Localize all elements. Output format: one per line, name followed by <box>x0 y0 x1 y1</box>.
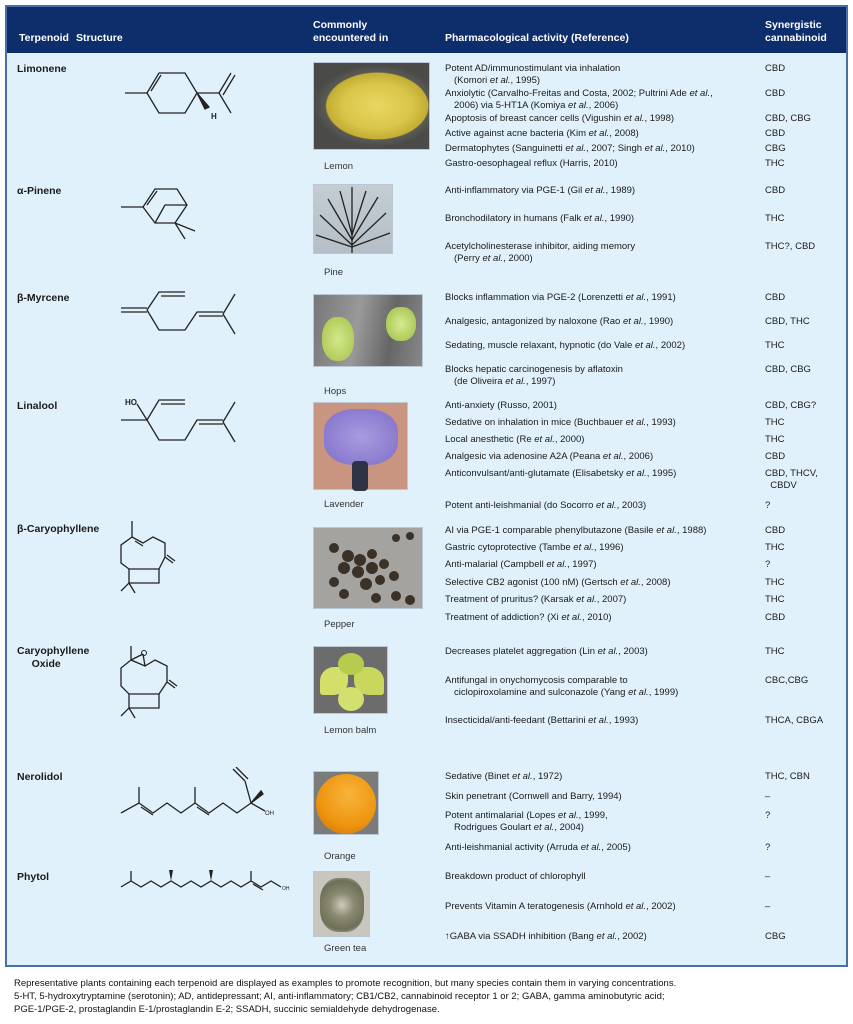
plant-caption: Orange <box>324 851 356 862</box>
phytol-structure-icon <box>115 867 305 897</box>
plant-caption: Hops <box>324 386 347 397</box>
synergy-value: CBD <box>765 612 786 623</box>
synergy-value: CBD <box>765 63 786 74</box>
pine-photo <box>313 184 393 254</box>
svg-text:OH: OH <box>282 886 290 892</box>
synergy-value: CBD <box>765 185 786 196</box>
limonene-structure-icon <box>117 63 257 123</box>
plant-caption: Lemon <box>324 161 354 172</box>
green-tea-photo <box>313 871 370 937</box>
footnote-line-2: 5-HT, 5-hydroxytryptamine (serotonin); AD, antidepressant; AI, anti-inflammatory; CB1/CB2, cannabinoid receptor 1 or 2; GABA, gamma aminobutyric acid; <box>14 991 665 1002</box>
plant-caption: Pine <box>324 267 344 278</box>
footnote-line-3: PGE-1/PGE-2, prostaglandin E-1/prostaglandin E-2; SSADH, succinic semialdehyde dehydrogenase. <box>14 1004 440 1015</box>
plant-caption: Lavender <box>324 499 364 510</box>
header-encountered: Commonly encountered in <box>313 19 389 44</box>
terpenoid-name: Caryophyllene Oxide <box>17 645 90 670</box>
header-terpenoid: Terpenoid <box>19 32 69 44</box>
synergy-value: THC, CBN <box>765 771 810 782</box>
synergy-value: CBD <box>765 451 786 462</box>
linalool-structure-icon <box>115 396 245 456</box>
synergy-value: CBD, THC <box>765 316 810 327</box>
synergy-value: THC <box>765 417 785 428</box>
header-synergy: Synergistic cannabinoid <box>765 19 827 44</box>
caryophyllene-oxide-structure-icon <box>115 642 190 722</box>
svg-text:HO: HO <box>125 398 137 407</box>
plant-caption: Pepper <box>324 619 355 630</box>
synergy-value: CBD, CBG <box>765 113 811 124</box>
terpenoid-name: Phytol <box>17 871 50 883</box>
synergy-value: THC <box>765 594 785 605</box>
synergy-value: CBG <box>765 143 786 154</box>
terpenoid-name: β-Caryophyllene <box>17 523 100 535</box>
synergy-value: – <box>765 901 771 912</box>
synergy-value: CBC,CBG <box>765 675 809 686</box>
header-activity: Pharmacological activity (Reference) <box>445 32 629 44</box>
terpenoid-name: Nerolidol <box>17 771 63 783</box>
terpenoid-name: Linalool <box>17 400 58 412</box>
synergy-value: CBD <box>765 292 786 303</box>
synergy-value: THC <box>765 577 785 588</box>
synergy-value: THC <box>765 158 785 169</box>
synergy-value: THC <box>765 340 785 351</box>
synergy-value: – <box>765 871 771 882</box>
terpenoid-table: Terpenoid Structure Commonly encountered in Pharmacological activity (Reference) Synergistic cannabinoid Limonene H Lemon Potent AD/immunostimulant via inhalation (Komori et al., 1995) CBD Anxiolytic (Carvalho-Freitas and Costa, 2002; Pultrini Ade et al., 2006) via 5-HT1A (Komiya et al., 2006) CBD Apoptosis of breast cancer cells (Vigushin et al., 1998) CBD, CBG Active against acne bacteria (Kim et al., 2008) CBD Dermatophytes (Sanguinetti et al., 2007; Singh et al., 2010) CBG Gastro-oesophageal reflux (Harris, 2010) THC α-Pinene Pine Anti-inflammatory via PGE-1 (Gil et al., 1989) CBD Bronchodilatory in humans (Falk et al., 1990) THC Acetylcholinesterase inhibitor, aiding memory (Perry et al., 2000) THC?, CBD β-Myrcene Hops Blocks inflammation via PGE-2 (Lorenzetti et al., 1991) CBD Analgesic, antagonized by naloxone (Rao et al., 1990) CBD, THC Sedating, muscle relaxant, hypnotic (do Vale et al., 2002) THC Blocks hepatic carcinogenesis by aflatoxin (de Oliveira et al., 1997) CBD, CBG Linalool HO Lavender Anti-anxiety (Russo, 2001) CBD, CBG? Sedative on inhalation in mice (Buchbauer et al., 1993) THC Local anesthetic (Re et al., 2000) THC Analgesic via adenosine A2A (Peana et al., 2006) CBD Anticonvulsant/anti-glutamate (Elisabetsky et al., 1995) CBD, THCV, CBDV Potent anti-leishmanial (do Socorro et al., 2003) ? β-Caryophyllene Pepper AI via PGE-1 comparable phenylbutazone (Basile et al., 1988) CBD Gastric cytoprotective (Tambe et al., 1996) THC Anti-malarial (Campbell et al., 1997) ? Selective CB2 agonist (100 nM) (Gertsch et al., 2008) THC Treatment of pruritus? (Karsak et al., 2007) THC Treatment of addiction? (Xi et al., 2010) CBD Caryophyllene Oxide Lemon balm Decreases platelet aggregation (Lin et al., 2003) THC Antifungal in onychomycosis comparable to ciclopiroxolamine and sulconazole (Yang et al., 1999) CBC,CBG Insecticidal/anti-feedant (Bettarini et al., 1993) THCA, CBGA Nerolidol OH Orange Sedative (Binet et al., 1972) THC, CBN Skin penetrant (Cornwell and Barry, 1994) – Potent antimalarial (Lopes et al., 1999, Rodrigues Goulart et al., 2004) ? Anti-leishmanial activity (Arruda et al., 2005) ? Phytol OH Green tea Breakdown product of chlorophyll – Prevents Vitamin A teratogenesis (Arnhold et al., 2002) – ↑GABA via SSADH inhibition (Bang et al., 2002) CBG <box>5 5 848 967</box>
synergy-value: CBD, CBG <box>765 364 811 375</box>
terpenoid-name: α-Pinene <box>17 185 62 197</box>
synergy-value: THC <box>765 646 785 657</box>
terpenoid-name: β-Myrcene <box>17 292 70 304</box>
synergy-value: THC <box>765 434 785 445</box>
plant-caption: Green tea <box>324 943 367 954</box>
synergy-value: CBG <box>765 931 786 942</box>
synergy-value: ? <box>765 559 771 570</box>
lemon-photo <box>313 62 430 150</box>
synergy-value: CBD <box>765 88 786 99</box>
beta-caryophyllene-structure-icon <box>115 519 185 594</box>
synergy-value: ? <box>765 500 771 511</box>
synergy-value: THCA, CBGA <box>765 715 824 726</box>
lemon-balm-photo <box>313 646 388 714</box>
hops-photo <box>313 294 423 367</box>
plant-caption: Lemon balm <box>324 725 377 736</box>
synergy-value: – <box>765 791 771 802</box>
nerolidol-structure-icon <box>115 767 305 827</box>
header-structure: Structure <box>76 32 123 44</box>
synergy-value: THC?, CBD <box>765 241 816 252</box>
footnote-line-1: Representative plants containing each terpenoid are displayed as examples to promote recognition, but many species contain them in varying concentrations. <box>14 978 677 989</box>
terpenoid-name: Limonene <box>17 63 67 75</box>
svg-text:H: H <box>211 112 217 121</box>
pepper-photo <box>313 527 423 609</box>
table-header <box>7 7 846 53</box>
beta-myrcene-structure-icon <box>115 288 245 348</box>
synergy-value: CBD, THCV, CBDV <box>765 468 818 491</box>
synergy-value: ? <box>765 810 771 821</box>
synergy-value: CBD <box>765 128 786 139</box>
alpha-pinene-structure-icon <box>115 183 205 243</box>
synergy-value: ? <box>765 842 771 853</box>
synergy-value: THC <box>765 213 785 224</box>
synergy-value: CBD, CBG? <box>765 400 817 411</box>
synergy-value: CBD <box>765 525 786 536</box>
lavender-photo <box>313 402 408 490</box>
synergy-value: THC <box>765 542 785 553</box>
svg-text:OH: OH <box>265 811 274 817</box>
orange-photo <box>313 771 379 835</box>
table-footnote <box>14 977 844 1016</box>
